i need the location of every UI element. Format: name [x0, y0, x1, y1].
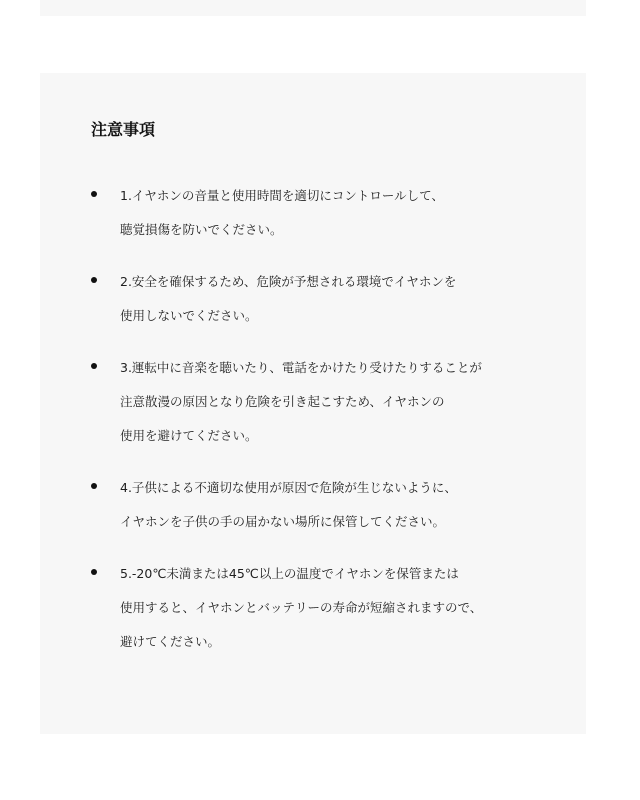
bullet-icon	[91, 277, 97, 283]
bullet-icon	[91, 569, 97, 575]
bullet-icon	[91, 191, 97, 197]
notice-item-line: 避けてください。	[120, 634, 221, 649]
notice-item-3	[91, 351, 586, 453]
notice-item-5	[91, 557, 586, 659]
notice-item-2	[91, 265, 586, 333]
notice-item-4	[91, 471, 586, 539]
notice-item-line: 使用すると、イヤホンとバッテリーの寿命が短縮されますので、	[120, 600, 483, 615]
notice-item-line: 1.イヤホンの音量と使用時間を適切にコントロールして、	[120, 188, 444, 203]
notice-item-1	[91, 179, 586, 247]
notice-item-line: 聴覚損傷を防いでください。	[120, 222, 283, 237]
notice-item-line: 2.安全を確保するため、危険が予想される環境でイヤホンを	[120, 274, 457, 289]
notice-item-line: 4.子供による不適切な使用が原因で危険が生じないように、	[120, 480, 457, 495]
notice-list	[91, 179, 586, 659]
notice-item-line: 使用しないでください。	[120, 308, 258, 323]
notice-item-line: 注意散漫の原因となり危険を引き起こすため、イヤホンの	[120, 394, 445, 409]
top-panel	[40, 0, 586, 16]
notice-item-line: 3.運転中に音楽を聴いたり、電話をかけたり受けたりすることが	[120, 360, 482, 375]
bullet-icon	[91, 483, 97, 489]
notice-item-line: 5.-20℃未満または45℃以上の温度でイヤホンを保管または	[120, 566, 459, 581]
notice-item-line: 使用を避けてください。	[120, 428, 258, 443]
bullet-icon	[91, 363, 97, 369]
notice-title: 注意事項	[91, 120, 156, 139]
notice-panel	[40, 73, 586, 734]
notice-item-line: イヤホンを子供の手の届かない場所に保管してください。	[120, 514, 446, 529]
